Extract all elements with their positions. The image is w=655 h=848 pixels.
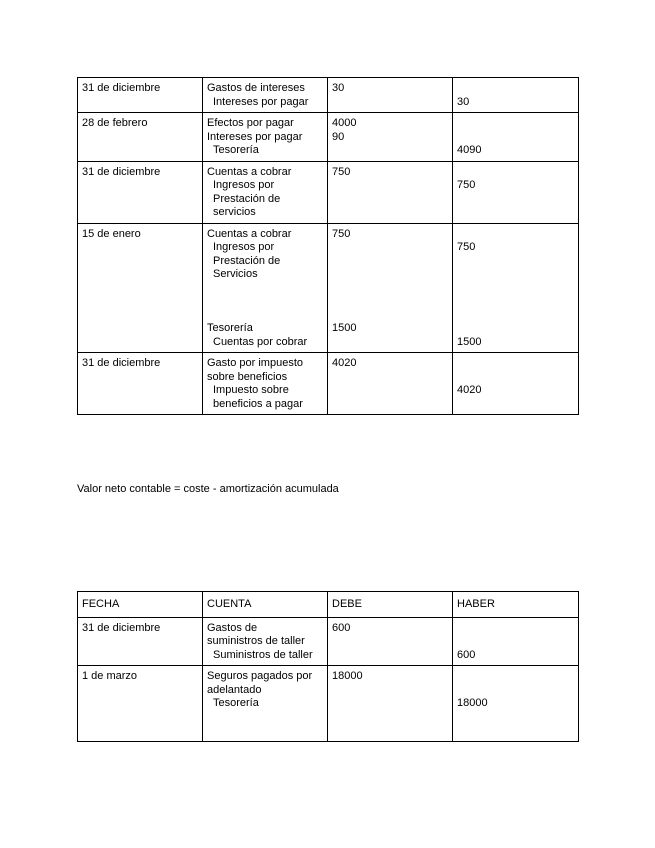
credit-amount: 30 [457, 95, 470, 108]
account-credit: Prestación de [213, 192, 281, 205]
account-credit: Impuesto sobre [213, 384, 289, 396]
debit-amount: 18000 [332, 670, 363, 682]
date-cell [78, 617, 203, 666]
debit-amount: 1500 [332, 322, 357, 334]
credit-amount: 750 [457, 241, 476, 253]
debit-cell [328, 353, 453, 415]
debit-amount: 30 [332, 82, 345, 94]
debit-amount: 600 [332, 621, 351, 634]
account-debit: Seguros pagados por [207, 670, 313, 682]
account-debit: suministros de taller [207, 635, 305, 647]
account-cell [203, 666, 328, 742]
header-cuenta: CUENTA [203, 592, 328, 618]
debit-cell [328, 161, 453, 223]
debit-amount: 750 [332, 165, 351, 178]
journal-table-1 [77, 77, 579, 415]
account-debit: Gastos de intereses [207, 82, 305, 94]
account-credit: Cuentas por cobrar [213, 335, 308, 348]
account-credit: Ingresos por [213, 179, 275, 191]
table-row [78, 161, 579, 223]
journal-table-2 [77, 591, 579, 742]
account-credit: Ingresos por [213, 241, 275, 253]
account-cell [203, 223, 328, 353]
account-debit: adelantado [207, 683, 262, 696]
account-cell [203, 617, 328, 666]
account-credit: Tesorería [213, 697, 259, 709]
table-row [78, 666, 579, 742]
account-debit: Efectos por pagar [207, 117, 294, 129]
credit-cell [453, 223, 579, 353]
account-debit: Intereses por pagar [207, 130, 303, 143]
date-cell [78, 113, 203, 162]
header-debe: DEBE [328, 592, 453, 618]
table-row [78, 78, 579, 113]
account-debit: Gastos de [207, 621, 258, 634]
credit-cell [453, 666, 579, 742]
account-credit: Prestación de [213, 254, 281, 267]
debit-cell [328, 113, 453, 162]
account-debit: Tesorería [207, 322, 253, 334]
credit-amount: 1500 [457, 335, 482, 348]
date-cell [78, 223, 203, 353]
credit-amount: 4090 [457, 144, 482, 156]
table-row [78, 223, 579, 353]
table-header-row [78, 592, 579, 618]
date-text: 31 de diciembre [82, 621, 161, 634]
credit-amount: 4020 [457, 384, 482, 396]
account-credit: servicios [213, 206, 256, 218]
account-credit: Tesorería [213, 144, 259, 156]
account-credit: beneficios a pagar [213, 397, 303, 410]
header-haber: HABER [453, 592, 579, 618]
credit-cell [453, 78, 579, 113]
account-cell [203, 78, 328, 113]
date-cell [78, 78, 203, 113]
table-row [78, 353, 579, 415]
table-row [78, 617, 579, 666]
debit-amount: 90 [332, 130, 345, 143]
account-debit: Gasto por impuesto [207, 357, 303, 369]
book-value-formula: Valor neto contable = coste - amortización acumulada [77, 483, 339, 495]
credit-amount: 600 [457, 648, 476, 661]
debit-amount: 750 [332, 227, 351, 240]
account-credit: Servicios [213, 268, 258, 280]
account-cell [203, 113, 328, 162]
table-row [78, 113, 579, 162]
credit-amount: 18000 [457, 697, 488, 709]
account-credit: Suministros de taller [213, 648, 313, 661]
credit-cell [453, 161, 579, 223]
debit-amount: 4000 [332, 117, 357, 129]
header-fecha: FECHA [78, 592, 203, 618]
account-cell [203, 353, 328, 415]
account-debit: Cuentas a cobrar [207, 227, 292, 240]
debit-cell [328, 78, 453, 113]
credit-cell [453, 617, 579, 666]
account-debit: Cuentas a cobrar [207, 165, 292, 178]
credit-cell [453, 113, 579, 162]
date-text: 28 de febrero [82, 117, 148, 129]
account-credit: Intereses por pagar [213, 95, 309, 108]
date-cell [78, 666, 203, 742]
credit-cell [453, 353, 579, 415]
date-text: 31 de diciembre [82, 165, 161, 178]
credit-amount: 750 [457, 179, 476, 191]
debit-cell [328, 666, 453, 742]
date-text: 31 de diciembre [82, 357, 161, 369]
debit-cell [328, 223, 453, 353]
date-text: 15 de enero [82, 227, 141, 240]
date-cell [78, 353, 203, 415]
date-text: 31 de diciembre [82, 82, 161, 94]
account-debit: sobre beneficios [207, 370, 288, 383]
date-cell [78, 161, 203, 223]
debit-cell [328, 617, 453, 666]
date-text: 1 de marzo [82, 670, 138, 682]
debit-amount: 4020 [332, 357, 357, 369]
account-cell [203, 161, 328, 223]
